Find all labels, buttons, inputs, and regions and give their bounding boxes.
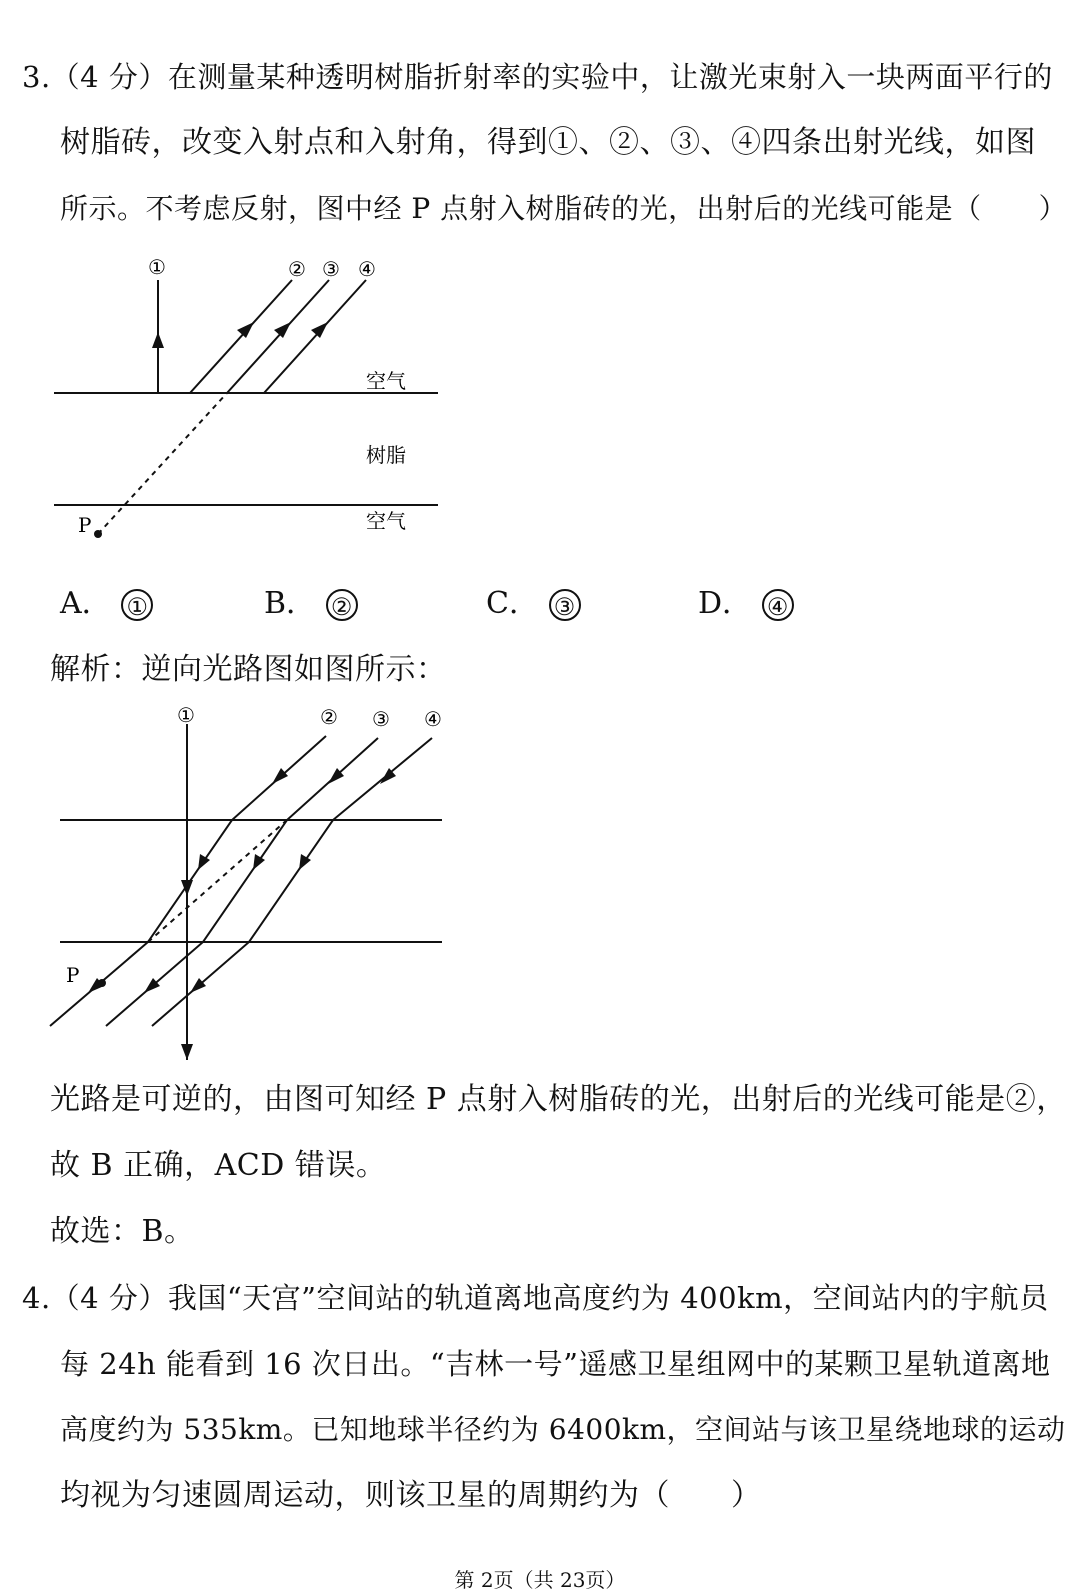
conclusion-1: 光路是可逆的，由图可知经 P 点射入树脂砖的光，出射后的光线可能是②， [50, 1082, 1067, 1117]
q4-line-1: 4.（4 分）我国“天宫”空间站的轨道离地高度约为 400km，空间站内的宇航员 [22, 1281, 1049, 1315]
arrow-ray-1 [152, 332, 164, 348]
dashed-path [98, 393, 227, 534]
option-b-mark: ② [326, 589, 358, 621]
q3-line-1: 3.（4 分）在测量某种透明树脂折射率的实验中，让激光束射入一块两面平行的 [22, 60, 1053, 94]
label-ray-4-rev: ④ [424, 707, 442, 731]
reverse-path-figure [40, 700, 480, 1070]
option-a-letter: A． [60, 586, 112, 621]
option-c-mark: ③ [549, 589, 581, 621]
ray-3-reverse [106, 738, 378, 1026]
label-ray-1-rev: ① [177, 703, 195, 727]
arrow-ray-1-b [181, 1044, 193, 1060]
label-p-reverse: P [66, 963, 80, 987]
point-p-reverse [98, 979, 106, 987]
option-d[interactable] [698, 584, 794, 624]
page-footer: 第 2页（共 23页） [454, 1568, 626, 1592]
option-d-mark: ④ [762, 589, 794, 621]
q3-line-2: 树脂砖，改变入射点和入射角，得到①、②、③、④四条出射光线，如图 [60, 125, 1036, 160]
option-d-letter: D． [698, 586, 753, 621]
option-a-mark: ① [121, 589, 153, 621]
q4-line-3: 高度约为 535km。已知地球半径约为 6400km，空间站与该卫星绕地球的运动 [60, 1413, 1066, 1446]
label-ray-2-rev: ② [320, 705, 338, 729]
answer: 故选：B。 [50, 1214, 195, 1249]
label-air-bottom: 空气 [366, 509, 406, 533]
option-b[interactable] [264, 584, 358, 624]
arrow-ray-2-b [198, 854, 210, 870]
label-ray-4: ④ [358, 257, 376, 281]
label-air-top: 空气 [366, 369, 406, 393]
q4-line-4: 均视为匀速圆周运动，则该卫星的周期约为（ ） [60, 1478, 762, 1513]
q4-line-2: 每 24h 能看到 16 次日出。“吉林一号”遥感卫星组网中的某颗卫星轨道离地 [60, 1347, 1051, 1381]
ray-4-reverse [152, 738, 432, 1026]
option-b-letter: B． [264, 586, 317, 621]
label-ray-3: ③ [322, 257, 340, 281]
arrow-ray-2 [237, 322, 254, 338]
label-ray-2: ② [288, 257, 306, 281]
arrow-ray-1-a [181, 880, 193, 896]
label-ray-1: ① [148, 255, 166, 279]
conclusion-2: 故 B 正确，ACD 错误。 [50, 1148, 387, 1183]
option-c[interactable] [486, 584, 581, 624]
option-a[interactable] [60, 584, 153, 624]
refraction-figure [40, 250, 480, 570]
analysis-intro: 解析：逆向光路图如图所示： [50, 652, 447, 687]
arrow-ray-3-b [253, 854, 265, 870]
option-c-letter: C． [486, 586, 539, 621]
arrow-ray-3 [274, 322, 291, 338]
label-ray-3-rev: ③ [372, 707, 390, 731]
arrow-ray-4 [311, 322, 328, 338]
q3-line-3: 所示。不考虑反射，图中经 P 点射入树脂砖的光，出射后的光线可能是（ ） [60, 192, 1068, 225]
point-p [94, 530, 102, 538]
dashed-reverse [148, 820, 287, 942]
arrow-ray-4-b [299, 854, 311, 870]
arrow-ray-2-a [272, 768, 288, 784]
label-p: P [78, 513, 92, 537]
label-resin: 树脂 [366, 443, 406, 467]
